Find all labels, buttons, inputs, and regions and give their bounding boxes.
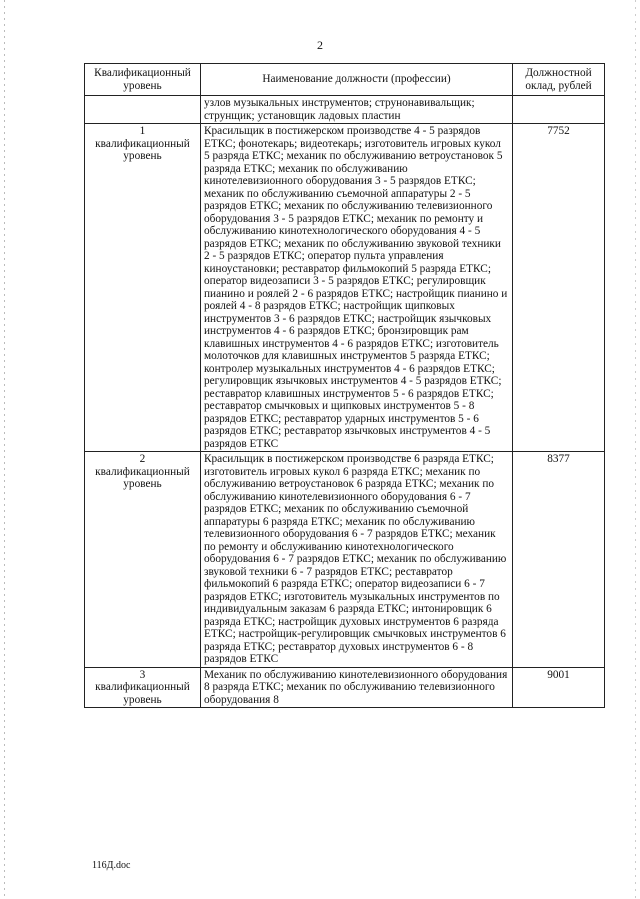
table-row (85, 96, 605, 124)
salary-value: 9001 (513, 667, 605, 708)
level-cell (85, 124, 201, 452)
qualification-table (84, 63, 605, 708)
table-header-row (85, 64, 605, 96)
position-text: узлов музыкальных инструментов; струнонавивальщик; струнщик; установщик ладовых пластин (201, 96, 513, 124)
level-number: 2 (139, 453, 146, 465)
level-cell (85, 667, 201, 708)
header-salary: Должностной оклад, рублей (513, 64, 605, 96)
salary-value: 8377 (513, 452, 605, 668)
page-number: 2 (317, 38, 323, 52)
level-number: 1 (139, 125, 146, 137)
level-label: квалификационный уровень (95, 465, 190, 490)
position-text: Красильщик в постижерском производстве 6 разряда ЕТКС; изготовитель игровых кукол 6 разряда ЕТКС; механик по обслуживанию ветроустановок 6 разряда ЕТКС; механик по обслуживанию кинотелевизионного оборудования 6 - 7 разрядов ЕТКС; механик по обслуживанию съемочной аппаратуры 6 разряда ЕТКС; механик по обслуживанию телевизионного оборудования 6 - 7 разрядов ЕТКС; механик по ремонту и обслуживанию кинотехнологического оборудования 6 - 7 разрядов ЕТКС; механик по обслуживанию звуковой техники 6 - 7 разрядов ЕТКС; реставратор фильмокопий 6 разряда ЕТКС; оператор видеозаписи 6 - 7 разрядов ЕТКС; изготовитель музыкальных инструментов по индивидуальным заказам 6 разряда ЕТКС; интонировщик 6 разряда ЕТКС; настройщик духовых инструментов 6 разряда ЕТКС; настройщик-регулировщик смычковых инструментов 6 разряда ЕТКС; реставратор духовых инструментов 6 - 8 разрядов ЕТКС (201, 452, 513, 668)
level-cell (85, 96, 201, 124)
table-row (85, 124, 605, 452)
header-position: Наименование должности (профессии) (201, 64, 513, 96)
header-level: Квалификационный уровень (85, 64, 201, 96)
scan-edge-right (635, 0, 636, 899)
salary-value: 7752 (513, 124, 605, 452)
level-label: квалификационный уровень (95, 681, 190, 706)
table-row (85, 667, 605, 708)
scan-edge-left (4, 0, 5, 899)
footer-filename: 116Д.doc (92, 860, 131, 871)
position-text: Механик по обслуживанию кинотелевизионного оборудования 8 разряда ЕТКС; механик по обслуживанию телевизионного оборудования 8 (201, 667, 513, 708)
salary-cell (513, 96, 605, 124)
level-number: 3 (139, 668, 146, 681)
level-label: квалификационный уровень (95, 137, 190, 162)
table-row (85, 452, 605, 668)
level-cell (85, 452, 201, 668)
position-text: Красильщик в постижерском производстве 4 - 5 разрядов ЕТКС; фонотекарь; видеотекарь; изготовитель игровых кукол 5 разряда ЕТКС; механик по обслуживанию ветроустановок 5 разряда ЕТКС; механик по обслуживанию кинотелевизионного оборудования 3 - 5 разрядов ЕТКС; механик по обслуживанию съемочной аппаратуры 2 - 5 разрядов ЕТКС; механик по обслуживанию телевизионного оборудования 3 - 5 разрядов ЕТКС; механик по ремонту и обслуживанию кинотехнологического оборудования 4 - 5 разрядов ЕТКС; механик по обслуживанию звуковой техники 2 - 5 разрядов ЕТКС; оператор пульта управления киноустановки; реставратор фильмокопий 5 разряда ЕТКС; оператор видеозаписи 3 - 5 разрядов ЕТКС; регулировщик пианино и роялей 2 - 6 разрядов ЕТКС; настройщик пианино и роялей 4 - 8 разрядов ЕТКС; настройщик щипковых инструментов 3 - 6 разрядов ЕТКС; настройщик язычковых инструментов 4 - 6 разрядов ЕТКС; бронзировщик рам клавишных инструментов 4 - 6 разрядов ЕТКС; изготовитель молоточков для клавишных инструментов 5 разряда ЕТКС; контролер музыкальных инструментов 4 - 6 разрядов ЕТКС; регулировщик язычковых инструментов 4 - 5 разрядов ЕТКС; реставратор клавишных инструментов 5 - 6 разрядов ЕТКС; реставратор смычковых и щипковых инструментов 5 - 8 разрядов ЕТКС; реставратор ударных инструментов 5 - 6 разрядов ЕТКС; реставратор язычковых инструментов 4 - 5 разрядов ЕТКС (201, 124, 513, 452)
